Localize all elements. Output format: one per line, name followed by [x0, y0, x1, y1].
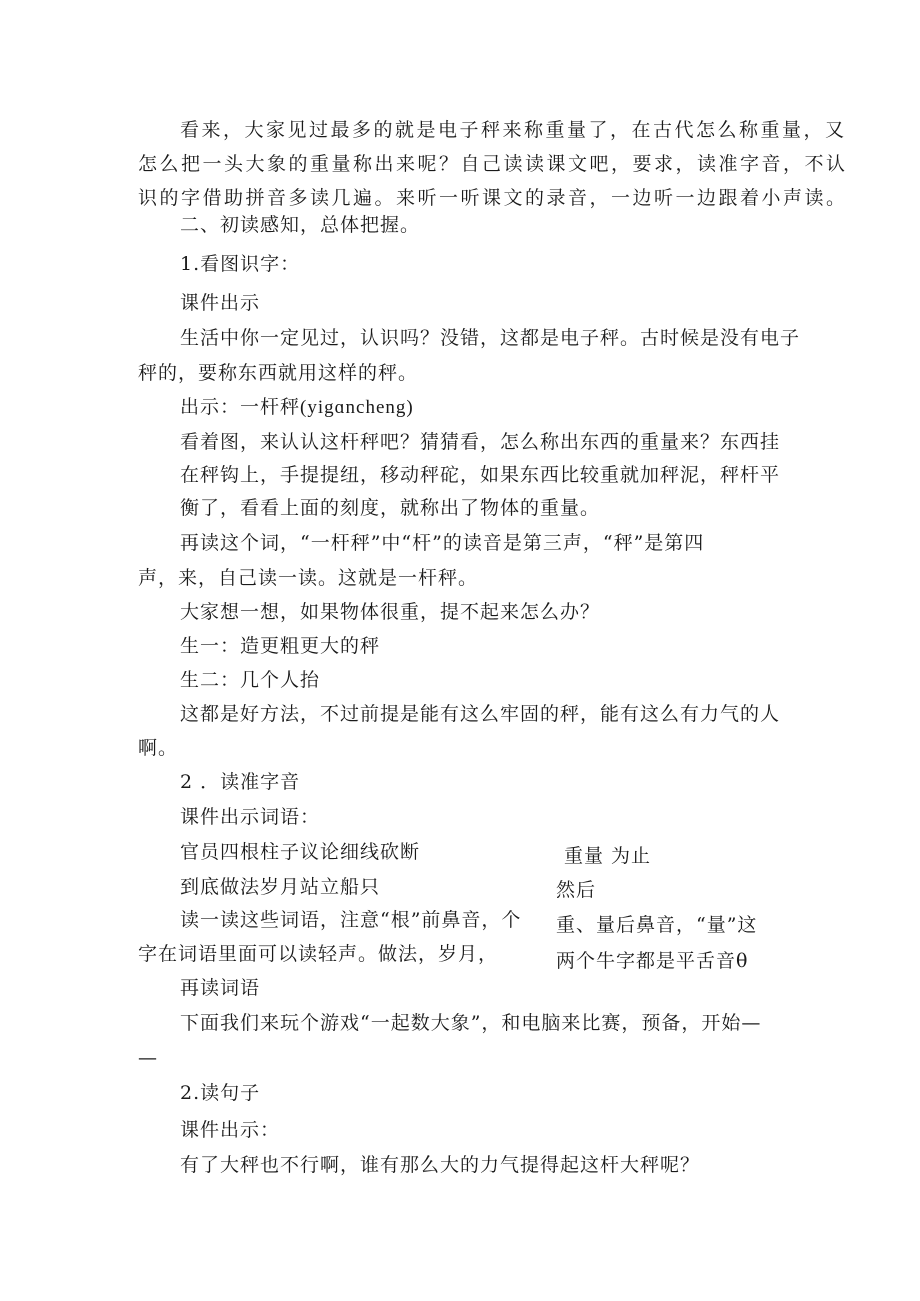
paragraph-line: 看着图，来认认这杆秤吧？猜猜看，怎么称出东西的重量来？东西挂: [180, 431, 781, 453]
paragraph-line: 课件出示词语：: [180, 806, 321, 828]
paragraph-line: 有了大秤也不行啊，谁有那么大的力气提得起这杆大秤呢？: [180, 1154, 701, 1176]
paragraph-line: 出示：一杆秤(yigɑncheng): [180, 397, 414, 418]
paragraph-line: 识的字借助拼音多读几遍。来听一听课文的录音，一边听一边跟着小声读。: [138, 187, 848, 209]
side-note-line: 重量 为止: [564, 845, 652, 867]
word-list-line: 到底做法岁月站立船只: [180, 876, 381, 898]
paragraph-line: 课件出示：: [180, 1119, 281, 1141]
paragraph-line: —: [138, 1047, 158, 1069]
side-note-line: 重、量后鼻音，“量”这: [556, 914, 758, 936]
paragraph-line: 声，来，自己读一读。这就是一杆秤。: [138, 567, 479, 589]
paragraph-line: 看来，大家见过最多的就是电子秤来称重量了，在古代怎么称重量，又: [180, 119, 847, 141]
paragraph-line: 怎么把一头大象的重量称出来呢？自己读读课文吧，要求，读准字音，不认: [138, 153, 848, 175]
paragraph-line: 字在词语里面可以读轻声。做法，岁月，: [138, 943, 499, 965]
paragraph-line: 大家想一想，如果物体很重，提不起来怎么办？: [180, 601, 601, 623]
paragraph-line: 课件出示: [180, 292, 261, 314]
subheading: 1.看图识字：: [180, 253, 301, 275]
side-note-line: 两个牛字都是平舌音θ: [556, 950, 749, 972]
subheading: 2 ．读准字音: [180, 771, 301, 793]
section-heading: 二、初读感知，总体把握。: [180, 214, 421, 236]
paragraph-line: 秤的，要称东西就用这样的秤。: [138, 362, 419, 384]
paragraph-line: 生活中你一定见过，认识吗？没错，这都是电子秤。古时候是没有电子: [180, 327, 801, 349]
paragraph-line: 生二：几个人抬: [180, 669, 321, 691]
paragraph-line: 再读词语: [180, 977, 261, 999]
paragraph-line: 下面我们来玩个游戏“一起数大象”，和电脑来比赛，预备，开始—: [180, 1012, 762, 1034]
paragraph-line: 生一：造更粗更大的秤: [180, 635, 381, 657]
side-note-line: 然后: [556, 879, 597, 901]
paragraph-line: 读一读这些词语，注意“根”前鼻音，个: [180, 909, 522, 931]
paragraph-line: 再读这个词，“一杆秤”中“杆”的读音是第三声，“秤”是第四: [180, 532, 705, 554]
paragraph-line: 啊。: [138, 737, 179, 759]
paragraph-line: 在秤钩上，手提提纽，移动秤砣，如果东西比较重就加秤泥，秤杆平: [180, 464, 781, 486]
subheading: 2.读句子: [180, 1082, 261, 1104]
word-list-line: 官员四根柱子议论细线砍断: [180, 841, 421, 863]
paragraph-line: 衡了，看看上面的刻度，就称出了物体的重量。: [180, 497, 601, 519]
paragraph-line: 这都是好方法，不过前提是能有这么牢固的秤，能有这么有力气的人: [180, 703, 781, 725]
